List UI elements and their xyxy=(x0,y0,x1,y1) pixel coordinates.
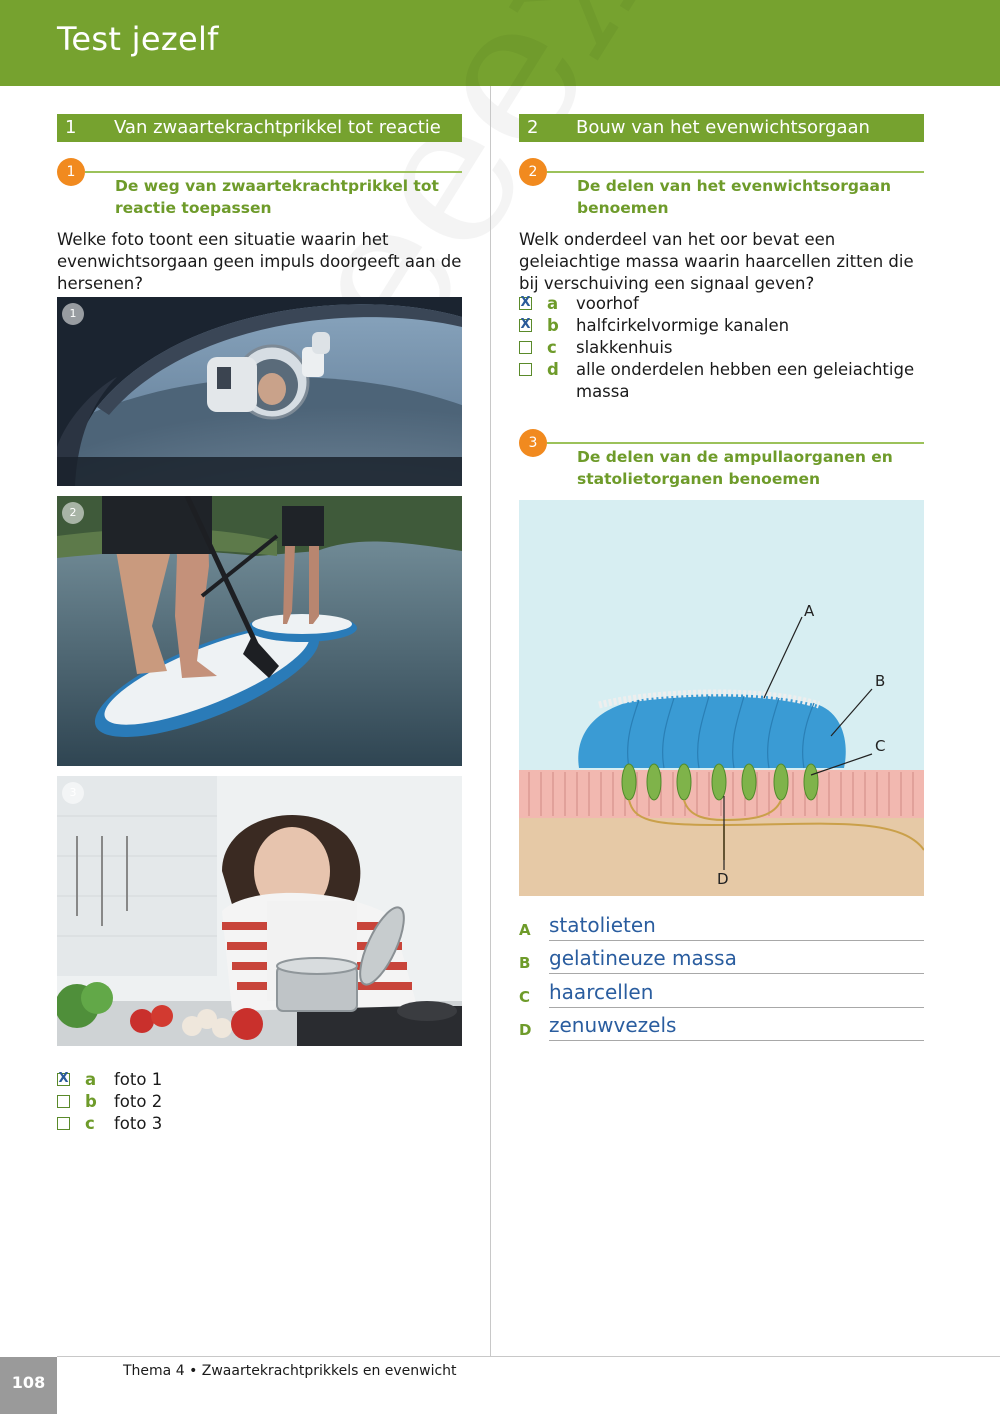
option-text: slakkenhuis xyxy=(576,338,673,357)
answer-letter: C xyxy=(519,988,531,1006)
answer-field[interactable]: haarcellen xyxy=(549,980,654,1004)
section-title: Bouw van het evenwichtsorgaan xyxy=(576,117,870,138)
option-letter: d xyxy=(547,360,559,379)
question-1-objective: De weg van zwaartekrachtprikkel tot reactie toepassen xyxy=(115,177,439,217)
photo-3-cooking xyxy=(57,776,462,1046)
checkbox-q2-c[interactable] xyxy=(519,341,532,354)
section-number: 1 xyxy=(65,117,77,138)
option-text: foto 2 xyxy=(114,1092,163,1111)
diagram-label-d: D xyxy=(717,870,729,888)
checkbox-q2-b[interactable]: X xyxy=(520,317,531,332)
diagram-label-b: B xyxy=(875,672,886,690)
answer-line xyxy=(549,1007,924,1008)
answer-field[interactable]: statolieten xyxy=(549,913,656,937)
option-text-continued: massa xyxy=(576,382,630,401)
footer-title: Thema 4 • Zwaartekrachtprikkels en evenwicht xyxy=(123,1363,457,1379)
photo-1-number: 1 xyxy=(62,303,84,325)
question-2-text: Welk onderdeel van het oor bevat een geleiachtige massa waarin haarcellen zitten die bij verschuiving een signaal geven? xyxy=(519,230,914,293)
question-1-text: Welke foto toont een situatie waarin het evenwichtsorgaan geen impuls doorgeeft aan de hersenen? xyxy=(57,230,462,293)
option-text: foto 3 xyxy=(114,1114,163,1133)
option-text: voorhof xyxy=(576,294,639,313)
option-q2-b[interactable] xyxy=(519,315,924,337)
answer-letter: D xyxy=(519,1021,532,1039)
answer-line xyxy=(549,973,924,974)
photo-2-number: 2 xyxy=(62,502,84,524)
answer-line xyxy=(549,940,924,941)
answer-line xyxy=(549,1040,924,1041)
cooking-illustration xyxy=(57,776,462,1046)
checkbox-q1-b[interactable] xyxy=(57,1095,70,1108)
statolith-organ-diagram xyxy=(519,500,924,896)
paddleboard-illustration xyxy=(57,496,462,766)
photo-2-paddleboard xyxy=(57,496,462,766)
option-text: alle onderdelen hebben een geleiachtige xyxy=(576,360,915,379)
section-number: 2 xyxy=(527,117,539,138)
checkbox-q1-a[interactable]: X xyxy=(58,1071,69,1086)
question-3-badge: 3 xyxy=(519,429,547,457)
option-q2-d[interactable] xyxy=(519,359,924,403)
astronaut-illustration xyxy=(57,297,462,486)
question-3-objective: De delen van de ampullaorganen en statolietorganen benoemen xyxy=(577,448,893,488)
option-letter: a xyxy=(85,1070,97,1089)
question-2-objective: De delen van het evenwichtsorgaan benoemen xyxy=(577,177,891,217)
option-q2-a[interactable] xyxy=(519,293,924,315)
option-q1-c[interactable] xyxy=(57,1113,257,1135)
option-letter: b xyxy=(85,1092,97,1111)
question-2-badge: 2 xyxy=(519,158,547,186)
option-letter: c xyxy=(547,338,557,357)
footer-rule xyxy=(57,1356,1000,1357)
question-2-rule xyxy=(547,171,924,173)
section-1-header xyxy=(57,114,462,142)
checkbox-q1-c[interactable] xyxy=(57,1117,70,1130)
option-letter: c xyxy=(85,1114,95,1133)
option-letter: b xyxy=(547,316,559,335)
photo-1-astronaut xyxy=(57,297,462,486)
answer-field[interactable]: gelatineuze massa xyxy=(549,946,737,970)
question-1-rule xyxy=(85,171,462,173)
section-2-header xyxy=(519,114,924,142)
option-q1-b[interactable] xyxy=(57,1091,257,1113)
photo-3-number: 3 xyxy=(62,782,84,804)
column-divider xyxy=(490,86,491,1356)
question-3-rule xyxy=(547,442,924,444)
checkbox-q2-a[interactable]: X xyxy=(520,295,531,310)
page-header xyxy=(0,0,1000,86)
option-text: halfcirkelvormige kanalen xyxy=(576,316,790,335)
answer-row-c xyxy=(519,980,924,1008)
checkbox-q2-d[interactable] xyxy=(519,363,532,376)
section-title: Van zwaartekrachtprikkel tot reactie xyxy=(114,117,441,138)
question-1-badge: 1 xyxy=(57,158,85,186)
diagram-svg xyxy=(519,500,924,896)
page-title: Test jezelf xyxy=(57,20,219,58)
diagram-label-c: C xyxy=(875,737,886,755)
answer-row-a xyxy=(519,913,924,941)
option-q1-a[interactable] xyxy=(57,1069,257,1091)
option-letter: a xyxy=(547,294,559,313)
option-text: foto 1 xyxy=(114,1070,163,1089)
option-q2-c[interactable] xyxy=(519,337,924,359)
answer-field[interactable]: zenuwvezels xyxy=(549,1013,677,1037)
page-number: 108 xyxy=(0,1357,57,1414)
answer-row-b xyxy=(519,946,924,974)
diagram-label-a: A xyxy=(804,602,815,620)
answer-row-d xyxy=(519,1013,924,1041)
answer-letter: A xyxy=(519,921,531,939)
answer-letter: B xyxy=(519,954,531,972)
